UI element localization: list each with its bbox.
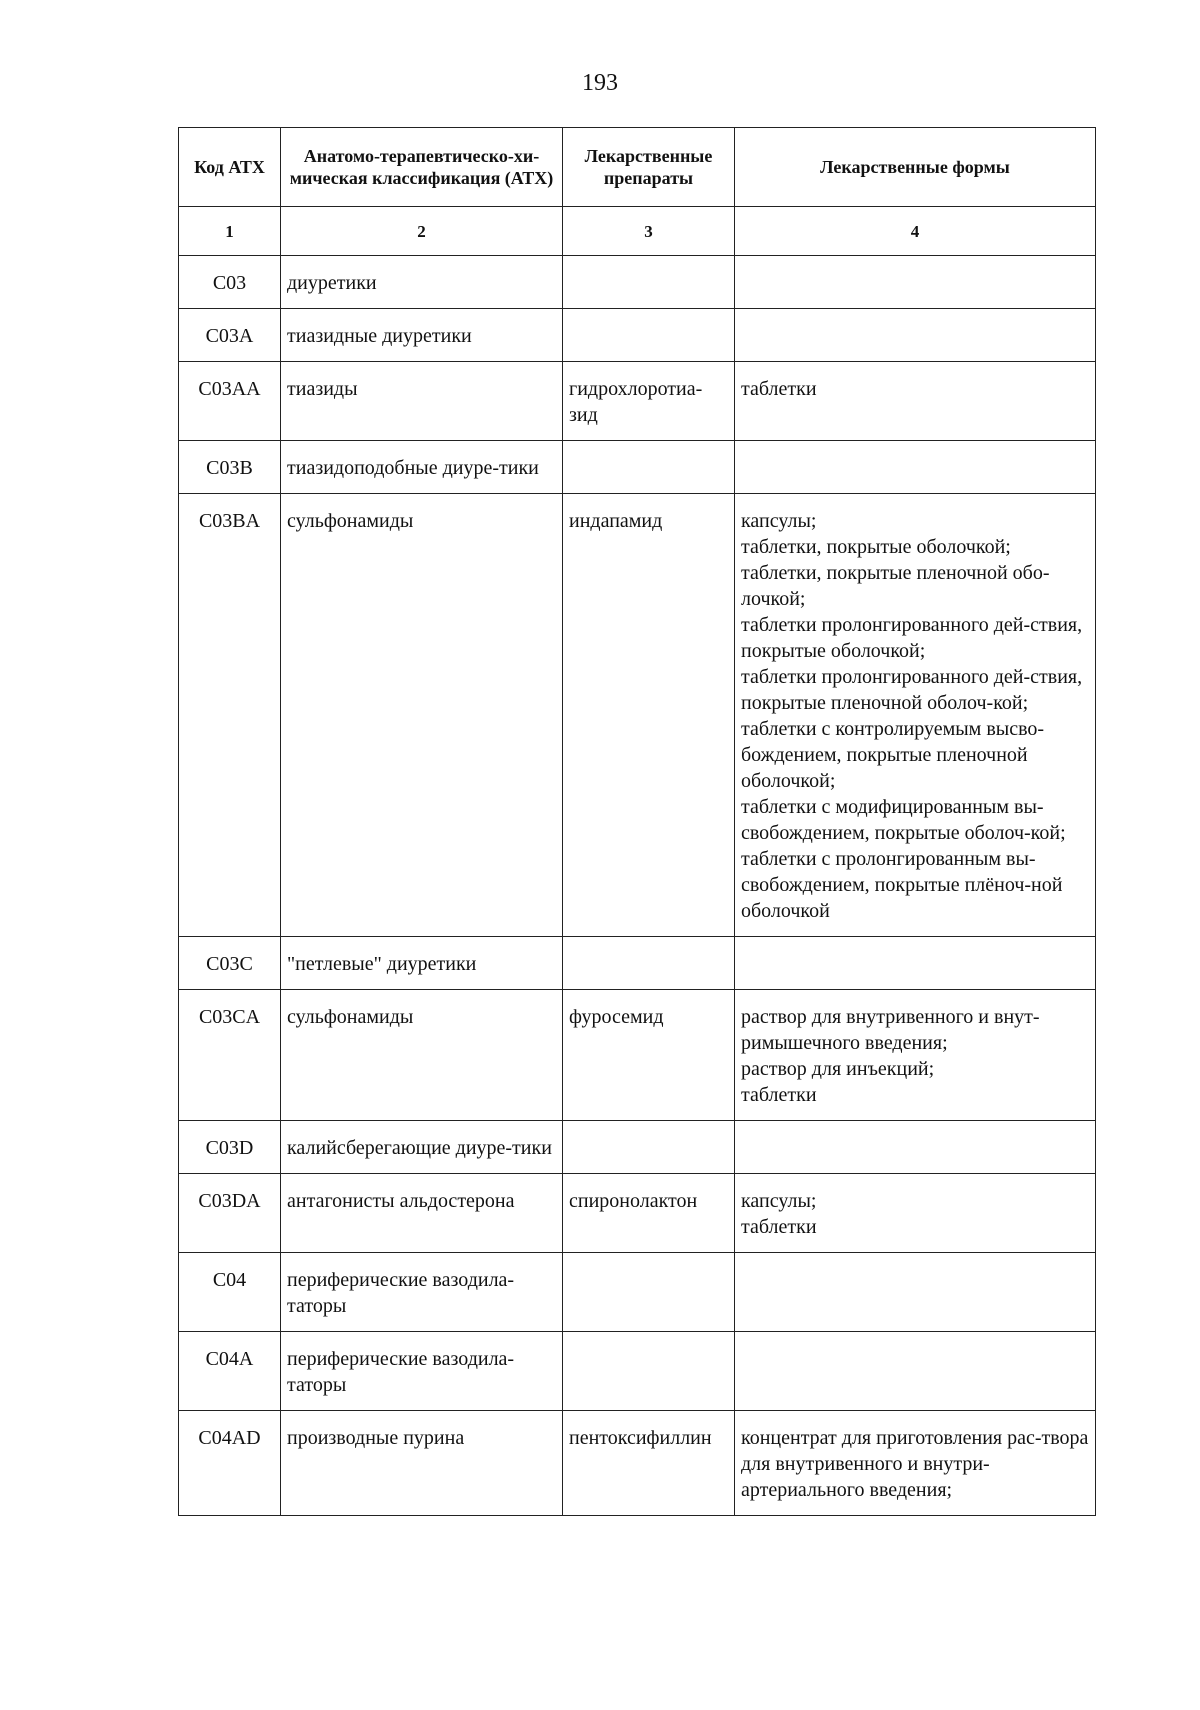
dosage-forms-cell: [735, 1332, 1096, 1411]
column-number: 2: [281, 207, 563, 256]
classification-cell: калийсберегающие диуре-тики: [281, 1121, 563, 1174]
dosage-form-item: раствор для инъекций;: [741, 1058, 935, 1080]
column-number: 1: [179, 207, 281, 256]
drug-cell: [563, 1332, 735, 1411]
dosage-form-item: таблетки пролонгированного дей-ствия, покрытые оболочкой;: [741, 614, 1083, 662]
column-number-row: [179, 207, 1096, 256]
table-row: [179, 1332, 1096, 1411]
table-row: [179, 1411, 1096, 1516]
classification-cell: тиазиды: [281, 362, 563, 441]
column-number: 4: [735, 207, 1096, 256]
dosage-form-item: таблетки: [741, 1084, 817, 1106]
dosage-form-item: таблетки пролонгированного дей-ствия, покрытые пленочной оболоч-кой;: [741, 666, 1083, 714]
drug-cell: пентоксифиллин: [563, 1411, 735, 1516]
table-row: [179, 362, 1096, 441]
table-row: [179, 1121, 1096, 1174]
dosage-forms-cell: [735, 937, 1096, 990]
classification-cell: сульфонамиды: [281, 990, 563, 1121]
drug-cell: [563, 937, 735, 990]
classification-cell: периферические вазодила-таторы: [281, 1253, 563, 1332]
dosage-form-item: таблетки, покрытые оболочкой;: [741, 536, 1011, 558]
dosage-forms-cell: [735, 1253, 1096, 1332]
header-code: Код АТХ: [179, 128, 281, 207]
dosage-forms-cell: [735, 1174, 1096, 1253]
drug-cell: [563, 256, 735, 309]
classification-cell: сульфонамиды: [281, 494, 563, 937]
table-row: [179, 494, 1096, 937]
drug-cell: [563, 441, 735, 494]
header-drugs: Лекарственные препараты: [563, 128, 735, 207]
drug-cell: гидрохлоротиа-зид: [563, 362, 735, 441]
dosage-form-item: таблетки: [741, 1216, 817, 1238]
classification-cell: тиазидные диуретики: [281, 309, 563, 362]
table-row: [179, 309, 1096, 362]
table-row: [179, 937, 1096, 990]
classification-cell: "петлевые" диуретики: [281, 937, 563, 990]
dosage-form-item: концентрат для приготовления рас-твора для внутривенного и внутри-артериального введения;: [741, 1427, 1089, 1501]
atx-code-cell: C03: [179, 256, 281, 309]
atx-code-cell: C03D: [179, 1121, 281, 1174]
classification-cell: тиазидоподобные диуре-тики: [281, 441, 563, 494]
dosage-forms-cell: [735, 309, 1096, 362]
classification-cell: диуретики: [281, 256, 563, 309]
dosage-forms-cell: [735, 1411, 1096, 1516]
drug-cell: фуросемид: [563, 990, 735, 1121]
atx-table: [178, 127, 1096, 1516]
atx-code-cell: C04AD: [179, 1411, 281, 1516]
classification-cell: периферические вазодила-таторы: [281, 1332, 563, 1411]
atx-code-cell: C03A: [179, 309, 281, 362]
dosage-forms-cell: [735, 494, 1096, 937]
dosage-form-item: таблетки с контролируемым высво-бождением, покрытые пленочной оболочкой;: [741, 718, 1045, 792]
atx-code-cell: C03DA: [179, 1174, 281, 1253]
dosage-forms-cell: [735, 990, 1096, 1121]
header-row: [179, 128, 1096, 207]
drug-cell: [563, 1121, 735, 1174]
atx-code-cell: C03C: [179, 937, 281, 990]
atx-code-cell: C03CA: [179, 990, 281, 1121]
atx-code-cell: C04A: [179, 1332, 281, 1411]
drug-cell: [563, 309, 735, 362]
dosage-form-item: таблетки с пролонгированным вы-свобождением, покрытые плёноч-ной оболочкой: [741, 848, 1063, 922]
dosage-forms-cell: [735, 362, 1096, 441]
classification-cell: производные пурина: [281, 1411, 563, 1516]
dosage-form-item: таблетки с модифицированным вы-свобождением, покрытые оболоч-кой;: [741, 796, 1066, 844]
atx-code-cell: C03B: [179, 441, 281, 494]
drug-cell: [563, 1253, 735, 1332]
dosage-form-item: раствор для внутривенного и внут-римышечного введения;: [741, 1006, 1040, 1054]
table-row: [179, 256, 1096, 309]
column-number: 3: [563, 207, 735, 256]
dosage-forms-cell: [735, 1121, 1096, 1174]
table-row: [179, 441, 1096, 494]
table-row: [179, 1253, 1096, 1332]
atx-code-cell: C04: [179, 1253, 281, 1332]
header-forms: Лекарственные формы: [735, 128, 1096, 207]
page-number: 193: [582, 70, 618, 96]
dosage-forms-cell: [735, 441, 1096, 494]
classification-cell: антагонисты альдостерона: [281, 1174, 563, 1253]
dosage-form-item: капсулы;: [741, 1190, 817, 1212]
drug-cell: индапамид: [563, 494, 735, 937]
dosage-form-item: таблетки: [741, 378, 817, 400]
table-row: [179, 1174, 1096, 1253]
atx-code-cell: C03AA: [179, 362, 281, 441]
header-classification: Анатомо-терапевтическо-хи-мическая классификация (АТХ): [281, 128, 563, 207]
dosage-form-item: таблетки, покрытые пленочной обо-лочкой;: [741, 562, 1050, 610]
table-row: [179, 990, 1096, 1121]
drug-cell: спиронолактон: [563, 1174, 735, 1253]
dosage-form-item: капсулы;: [741, 510, 817, 532]
atx-code-cell: C03BA: [179, 494, 281, 937]
dosage-forms-cell: [735, 256, 1096, 309]
